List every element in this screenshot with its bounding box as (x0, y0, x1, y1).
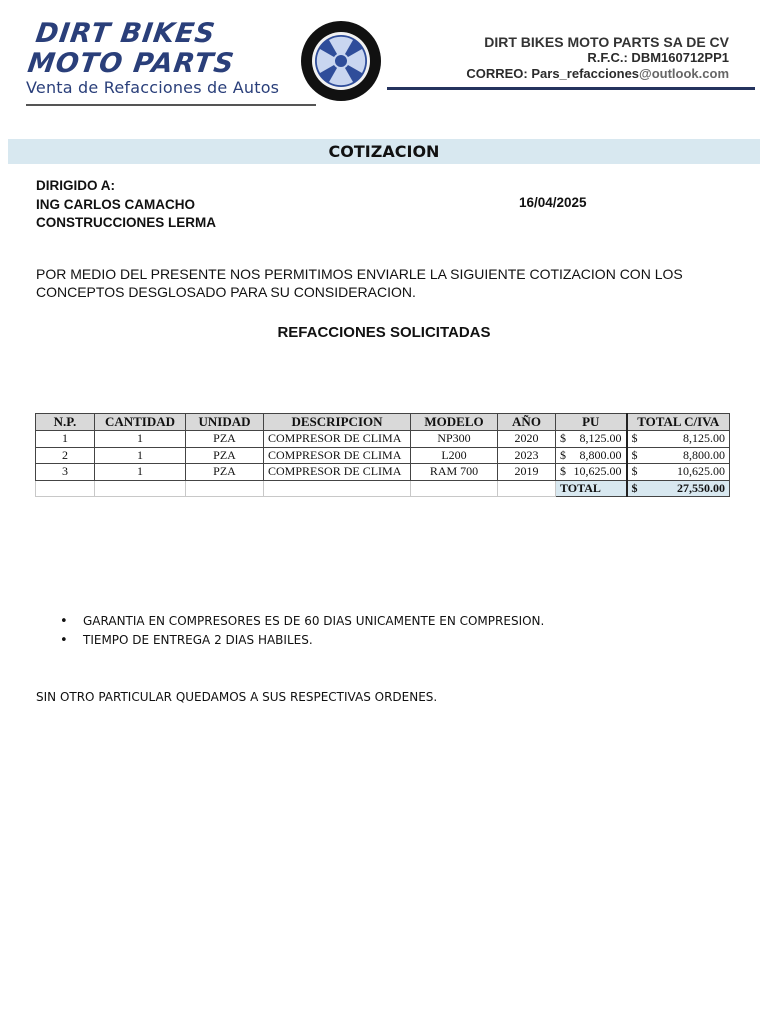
email-domain: @outlook.com (639, 66, 729, 81)
table-row (36, 447, 730, 464)
cell-cantidad: 1 (95, 447, 186, 464)
recipient-company: CONSTRUCCIONES LERMA (36, 215, 217, 230)
currency-symbol: $ (560, 464, 566, 479)
currency-symbol: $ (560, 431, 566, 446)
bullet-icon: • (60, 614, 68, 629)
cell-pu (556, 431, 627, 448)
pu-value: 10,625.00 (573, 464, 622, 479)
cell-total (627, 447, 730, 464)
logo-underline (26, 104, 316, 106)
addressed-label: DIRIGIDO A: (36, 178, 115, 193)
cell-anio: 2019 (498, 464, 556, 481)
table-header-row (36, 414, 730, 431)
note-text: GARANTIA EN COMPRESORES ES DE 60 DIAS UNICAMENTE EN COMPRESION. (83, 614, 545, 628)
cell-np: 2 (36, 447, 95, 464)
email-user: Pars_refacciones (531, 66, 640, 81)
list-item (60, 631, 544, 650)
logo-line2: MOTO PARTS (25, 48, 237, 79)
company-info (466, 34, 729, 82)
cell-np: 3 (36, 464, 95, 481)
document-title: COTIZACION (8, 139, 760, 164)
empty-cell (411, 480, 498, 497)
table-total-row (36, 480, 730, 497)
col-header-unidad: UNIDAD (186, 414, 264, 431)
grand-total-value: 27,550.00 (677, 480, 725, 495)
cell-cantidad: 1 (95, 431, 186, 448)
cell-descripcion: COMPRESOR DE CLIMA (264, 431, 411, 448)
total-value: 8,125.00 (683, 431, 725, 446)
currency-symbol: $ (631, 480, 638, 495)
total-label: TOTAL (556, 480, 627, 497)
cell-total (627, 464, 730, 481)
cell-descripcion: COMPRESOR DE CLIMA (264, 464, 411, 481)
cell-descripcion: COMPRESOR DE CLIMA (264, 447, 411, 464)
cell-modelo: L200 (411, 447, 498, 464)
table-row (36, 464, 730, 481)
document-date: 16/04/2025 (519, 195, 587, 210)
tire-icon (300, 20, 382, 102)
company-name: DIRT BIKES MOTO PARTS SA DE CV (484, 34, 729, 50)
logo-tagline: Venta de Refacciones de Autos (26, 78, 280, 97)
closing-text: SIN OTRO PARTICULAR QUEDAMOS A SUS RESPECTIVAS ORDENES. (36, 690, 438, 704)
cell-anio: 2020 (498, 431, 556, 448)
cell-anio: 2023 (498, 447, 556, 464)
col-header-modelo: MODELO (411, 414, 498, 431)
cell-unidad: PZA (186, 431, 264, 448)
cell-total (627, 431, 730, 448)
cell-pu (556, 447, 627, 464)
col-header-pu: PU (556, 414, 627, 431)
empty-cell (95, 480, 186, 497)
cell-modelo: NP300 (411, 431, 498, 448)
currency-symbol: $ (631, 447, 638, 462)
cell-unidad: PZA (186, 464, 264, 481)
empty-cell (186, 480, 264, 497)
cell-cantidad: 1 (95, 464, 186, 481)
currency-symbol: $ (631, 464, 638, 479)
col-header-total: TOTAL C/IVA (627, 414, 730, 431)
col-header-anio: AÑO (498, 414, 556, 431)
currency-symbol: $ (631, 431, 638, 446)
cell-np: 1 (36, 431, 95, 448)
cell-unidad: PZA (186, 447, 264, 464)
table-row (36, 431, 730, 448)
list-item (60, 612, 544, 631)
notes-list (60, 612, 544, 650)
grand-total (627, 480, 730, 497)
empty-cell (36, 480, 95, 497)
company-email (466, 66, 729, 82)
company-logo (22, 14, 387, 114)
company-rfc: R.F.C.: DBM160712PP1 (587, 50, 729, 65)
pu-value: 8,800.00 (579, 447, 622, 462)
col-header-np: N.P. (36, 414, 95, 431)
empty-cell (498, 480, 556, 497)
col-header-cantidad: CANTIDAD (95, 414, 186, 431)
pu-value: 8,125.00 (579, 431, 622, 446)
recipient-block (36, 177, 216, 233)
cell-modelo: RAM 700 (411, 464, 498, 481)
note-text: TIEMPO DE ENTREGA 2 DIAS HABILES. (83, 633, 313, 647)
section-title: REFACCIONES SOLICITADAS (277, 324, 491, 341)
email-label: CORREO: (466, 66, 532, 81)
col-header-descripcion: DESCRIPCION (264, 414, 411, 431)
cell-pu (556, 464, 627, 481)
bullet-icon: • (60, 633, 68, 648)
empty-cell (264, 480, 411, 497)
total-value: 10,625.00 (677, 464, 725, 479)
logo-line1: DIRT BIKES (33, 18, 218, 49)
total-value: 8,800.00 (683, 447, 725, 462)
currency-symbol: $ (560, 447, 566, 462)
recipient-name: ING CARLOS CAMACHO (36, 196, 195, 212)
intro-paragraph: POR MEDIO DEL PRESENTE NOS PERMITIMOS ENVIARLE LA SIGUIENTE COTIZACION CON LOS CONCEPTOS DESGLOSADO PARA SU CONSIDERACION. (36, 266, 683, 300)
header-rule (387, 87, 755, 90)
quote-table (35, 413, 730, 497)
